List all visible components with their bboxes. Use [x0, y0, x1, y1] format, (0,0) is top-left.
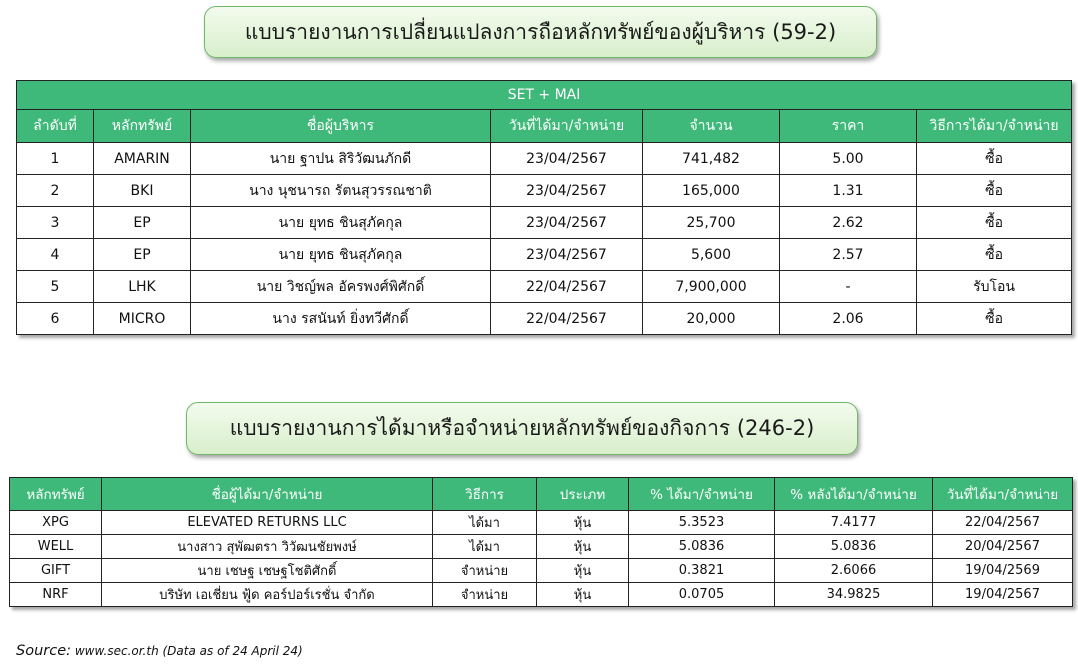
table-cell: บริษัท เอเชี่ยน ฟู้ด คอร์ปอร์เรชั่น จำกัด	[102, 583, 433, 607]
table-cell: ซื้อ	[917, 143, 1072, 175]
table-cell: EP	[94, 207, 191, 239]
table-cell: 20/04/2567	[933, 535, 1073, 559]
table-cell: 2	[17, 175, 94, 207]
table-cell: นาย ยุทธ ชินสุภัคกุล	[191, 207, 491, 239]
table-cell: 23/04/2567	[491, 175, 643, 207]
table-cell: 5.0836	[775, 535, 933, 559]
table-cell: 5,600	[643, 239, 780, 271]
table-cell: ได้มา	[433, 511, 537, 535]
table-cell: หุ้น	[537, 511, 629, 535]
table-cell: MICRO	[94, 303, 191, 335]
source-label: Source:	[16, 643, 72, 659]
table-cell: 2.57	[780, 239, 917, 271]
table-cell: 22/04/2567	[491, 271, 643, 303]
table-row	[10, 559, 1073, 583]
column-header: ประเภท	[537, 478, 629, 511]
table-cell: หุ้น	[537, 583, 629, 607]
column-header: วิธีการได้มา/จำหน่าย	[917, 110, 1072, 143]
table-cell: ซื้อ	[917, 303, 1072, 335]
table-cell: ซื้อ	[917, 175, 1072, 207]
table-cell: 23/04/2567	[491, 207, 643, 239]
table-cell: 0.3821	[629, 559, 775, 583]
table-row	[17, 303, 1072, 335]
table-cell: ได้มา	[433, 535, 537, 559]
column-header: % ได้มา/จำหน่าย	[629, 478, 775, 511]
table-cell: นาย ฐาปน สิริวัฒนภักดี	[191, 143, 491, 175]
source-text: www.sec.or.th (Data as of 24 April 24)	[74, 644, 303, 658]
table-cell: 20,000	[643, 303, 780, 335]
executive-holdings-table	[16, 80, 1072, 335]
table-row	[17, 271, 1072, 303]
table-cell: นาง รสนันท์ ยิ่งทวีศักดิ์	[191, 303, 491, 335]
table-row	[17, 175, 1072, 207]
table-row	[17, 239, 1072, 271]
table-cell: 4	[17, 239, 94, 271]
table-cell: 19/04/2569	[933, 559, 1073, 583]
table-cell: ซื้อ	[917, 207, 1072, 239]
section1-title: แบบรายงานการเปลี่ยนแปลงการถือหลักทรัพย์ของผู้บริหาร (59-2)	[204, 6, 877, 58]
table-row	[10, 535, 1073, 559]
table-row	[10, 583, 1073, 607]
table-cell: 7.4177	[775, 511, 933, 535]
table-cell: นาย วิชญ์พล อัครพงศ์พิศักดิ์	[191, 271, 491, 303]
source-note	[16, 643, 303, 659]
table-cell: ซื้อ	[917, 239, 1072, 271]
table-cell: 25,700	[643, 207, 780, 239]
column-header: วันที่ได้มา/จำหน่าย	[491, 110, 643, 143]
table-cell: หุ้น	[537, 559, 629, 583]
table-cell: นาย ยุทธ ชินสุภัคกุล	[191, 239, 491, 271]
table-cell: XPG	[10, 511, 102, 535]
table-cell: ELEVATED RETURNS LLC	[102, 511, 433, 535]
table-cell: 5.0836	[629, 535, 775, 559]
column-header: วิธีการ	[433, 478, 537, 511]
table-cell: 2.62	[780, 207, 917, 239]
column-header: % หลังได้มา/จำหน่าย	[775, 478, 933, 511]
table-cell: 6	[17, 303, 94, 335]
table-cell: 3	[17, 207, 94, 239]
table-cell: 5	[17, 271, 94, 303]
header-row	[17, 110, 1072, 143]
table-cell: 2.6066	[775, 559, 933, 583]
column-header: วันที่ได้มา/จำหน่าย	[933, 478, 1073, 511]
table-cell: 7,900,000	[643, 271, 780, 303]
column-header: ลำดับที่	[17, 110, 94, 143]
column-header: ชื่อผู้ได้มา/จำหน่าย	[102, 478, 433, 511]
table-cell: นาง นุชนารถ รัตนสุวรรณชาติ	[191, 175, 491, 207]
table-cell: 2.06	[780, 303, 917, 335]
table-cell: หุ้น	[537, 535, 629, 559]
column-header: ราคา	[780, 110, 917, 143]
group-header: SET + MAI	[17, 81, 1072, 110]
corporate-acquisition-table	[9, 477, 1073, 607]
table-row	[17, 143, 1072, 175]
table-cell: LHK	[94, 271, 191, 303]
table-row	[17, 207, 1072, 239]
table-cell: นางสาว สุพัฒตรา วิวัฒนชัยพงษ์	[102, 535, 433, 559]
column-header: จำนวน	[643, 110, 780, 143]
table-cell: 19/04/2567	[933, 583, 1073, 607]
column-header: หลักทรัพย์	[10, 478, 102, 511]
table-cell: 5.3523	[629, 511, 775, 535]
table-cell: จำหน่าย	[433, 559, 537, 583]
section2-title: แบบรายงานการได้มาหรือจำหน่ายหลักทรัพย์ของกิจการ (246-2)	[186, 402, 858, 455]
table-cell: จำหน่าย	[433, 583, 537, 607]
table-cell: 23/04/2567	[491, 239, 643, 271]
table-row	[10, 511, 1073, 535]
table-cell: BKI	[94, 175, 191, 207]
column-header: ชื่อผู้บริหาร	[191, 110, 491, 143]
table-cell: 34.9825	[775, 583, 933, 607]
table-cell: 741,482	[643, 143, 780, 175]
table-cell: 0.0705	[629, 583, 775, 607]
table-cell: นาย เชษฐ เชษฐโชติศักดิ์	[102, 559, 433, 583]
table-cell: WELL	[10, 535, 102, 559]
table-cell: 23/04/2567	[491, 143, 643, 175]
table-cell: 1	[17, 143, 94, 175]
table-cell: -	[780, 271, 917, 303]
table-cell: 22/04/2567	[933, 511, 1073, 535]
column-header: หลักทรัพย์	[94, 110, 191, 143]
table-cell: GIFT	[10, 559, 102, 583]
header-row	[10, 478, 1073, 511]
table-cell: 5.00	[780, 143, 917, 175]
table-cell: 22/04/2567	[491, 303, 643, 335]
table-cell: รับโอน	[917, 271, 1072, 303]
table-cell: NRF	[10, 583, 102, 607]
table-cell: 165,000	[643, 175, 780, 207]
table-cell: AMARIN	[94, 143, 191, 175]
table-cell: EP	[94, 239, 191, 271]
table-cell: 1.31	[780, 175, 917, 207]
